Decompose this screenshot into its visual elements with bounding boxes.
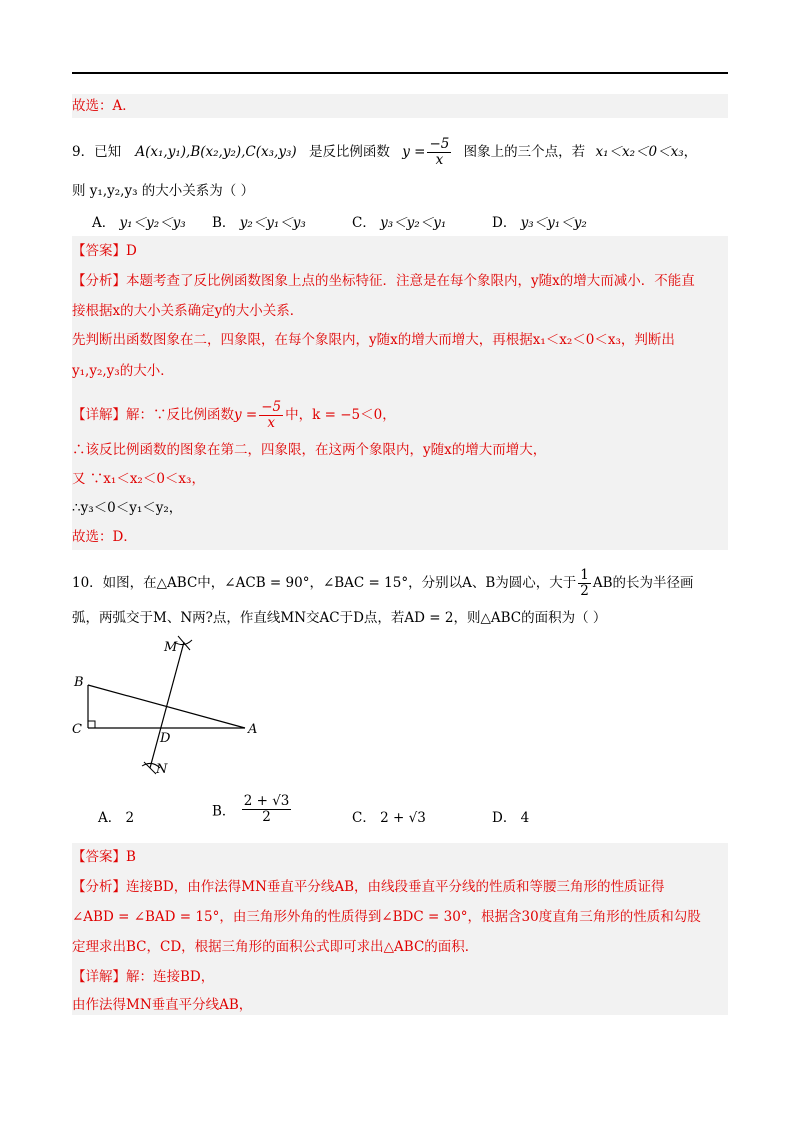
q10-option-b[interactable] (212, 794, 293, 825)
q9-func-num: −5 (429, 136, 450, 152)
label-c: C (72, 722, 82, 737)
q9-stem-line2: 则 y₁,y₂,y₃ 的大小关系为（ ） (72, 183, 255, 199)
label-d: D (160, 731, 171, 746)
label-a: A (248, 722, 258, 737)
q10-half-den: 2 (580, 583, 589, 599)
q10-option-a[interactable] (98, 806, 134, 826)
q10-option-b-fraction (242, 794, 292, 825)
q9-condition: x₁＜x₂＜0＜x₃ (595, 144, 684, 160)
q10-analysis-3: 定理求出BC，CD，根据三角形的面积公式即可求出△ABC的面积． (72, 939, 479, 955)
q10-stem-line1 (72, 568, 694, 599)
q10-detail-1: 【详解】解：连接BD， (72, 969, 215, 985)
q9-func-den: x (435, 152, 444, 168)
q9-detail-pre: 【详解】解：∵反比例函数 (72, 407, 234, 423)
q9-mid: 是反比例函数 (308, 144, 390, 160)
q9-option-value: y₁＜y₂＜y₃ (119, 215, 186, 231)
q10-analysis-1: 【分析】连接BD，由作法得MN垂直平分线AB，由线段垂直平分线的性质和等腰三角形的性质证得 (72, 879, 665, 895)
q9-option-label: C． (352, 215, 376, 231)
q9-detail-den: x (267, 415, 275, 431)
q10-option-value: 2 + √3 (380, 810, 426, 826)
q9-option-value: y₃＜y₁＜y₂ (520, 215, 587, 231)
q10-option-value: 2 (125, 810, 135, 826)
q10-half-num: 1 (580, 567, 589, 583)
q10-stem-post: AB的长为半径画 (592, 575, 694, 591)
label-m: M (164, 640, 178, 655)
q9-func-fraction (427, 137, 451, 168)
prev-answer-line: 故选：A． (72, 98, 136, 114)
q10-analysis-2: ∠ABD = ∠BAD = 15°，由三角形外角的性质得到∠BDC = 30°，根据含30度直角三角形的性质和勾股 (72, 909, 701, 925)
q9-func-lhs: y = (402, 144, 426, 160)
q9-detail-4: ∴y₃＜0＜y₁＜y₂， (72, 500, 183, 516)
q9-option-label: D． (492, 215, 517, 231)
q9-number: 9．已知 (72, 144, 122, 160)
q10-option-label: B． (212, 803, 236, 820)
q9-option-value: y₂＜y₁＜y₃ (239, 215, 306, 231)
q9-detail-5: 故选：D． (72, 529, 137, 545)
q9-detail-1 (72, 400, 396, 431)
q10-solution-block (72, 843, 728, 1015)
q10-answer: 【答案】B (72, 849, 136, 865)
q9-detail-post: 中，k = −5＜0， (285, 407, 396, 423)
q10-half-fraction (578, 568, 591, 599)
q9-analysis-3: 先判断出函数图象在二，四象限，在每个象限内，y随x的增大而增大，再根据x₁＜x₂＜0＜x₃，判断出 (72, 332, 675, 348)
q10-option-d[interactable] (492, 806, 529, 826)
q9-tail: 图象上的三个点，若 (463, 144, 586, 160)
label-n: N (156, 762, 168, 777)
q9-comma: ， (683, 144, 698, 160)
q9-option-d[interactable] (492, 211, 587, 231)
q10-option-label: A． (98, 810, 122, 826)
q10-figure (60, 630, 280, 780)
q9-detail-3: 又 ∵x₁＜x₂＜0＜x₃， (72, 471, 205, 487)
q9-option-a[interactable] (92, 211, 186, 231)
q10-option-c[interactable] (352, 806, 426, 826)
q9-option-b[interactable] (212, 211, 306, 231)
label-b: B (74, 675, 84, 690)
q9-detail-lhs: y = (234, 407, 258, 423)
line-mn (150, 642, 184, 768)
q10-option-b-den: 2 (262, 809, 271, 825)
right-angle-mark (88, 721, 95, 728)
q9-points: A(x₁,y₁),B(x₂,y₂),C(x₃,y₃) (135, 144, 297, 160)
q9-answer: 【答案】D (72, 243, 137, 259)
q9-option-value: y₃＜y₂＜y₁ (380, 215, 447, 231)
q9-detail-fraction (259, 400, 283, 431)
q9-option-c[interactable] (352, 211, 446, 231)
q9-option-label: B． (212, 215, 236, 231)
q9-detail-2: ∴该反比例函数的图象在第二，四象限，在这两个象限内，y随x的增大而增大， (72, 442, 547, 458)
q9-stem (72, 137, 697, 168)
q10-option-label: C． (352, 810, 376, 826)
q10-stem-pre: 10．如图，在△ABC中，∠ACB = 90°，∠BAC = 15°，分别以A、B为圆心，大于 (72, 575, 577, 591)
q10-stem-line2: 弧，两弧交于M、N两?点，作直线MN交AC于D点，若AD = 2，则△ABC的面积为（ ） (72, 610, 607, 626)
header-rule (72, 72, 728, 74)
q9-option-label: A． (92, 215, 116, 231)
q9-analysis-1: 【分析】本题考查了反比例函数图象上点的坐标特征．注意是在每个象限内，y随x的增大而减小．不能直 (72, 273, 695, 289)
q10-option-label: D． (492, 810, 517, 826)
q10-option-value: 4 (520, 810, 530, 826)
q9-analysis-2: 接根据x的大小关系确定y的大小关系． (72, 303, 304, 319)
q10-detail-2: 由作法得MN垂直平分线AB， (72, 997, 253, 1013)
q9-analysis-4: y₁,y₂,y₃的大小． (72, 363, 174, 379)
q9-detail-num: −5 (261, 399, 282, 415)
q10-option-b-num: 2 + √3 (243, 793, 290, 809)
shaded-block (72, 94, 728, 118)
